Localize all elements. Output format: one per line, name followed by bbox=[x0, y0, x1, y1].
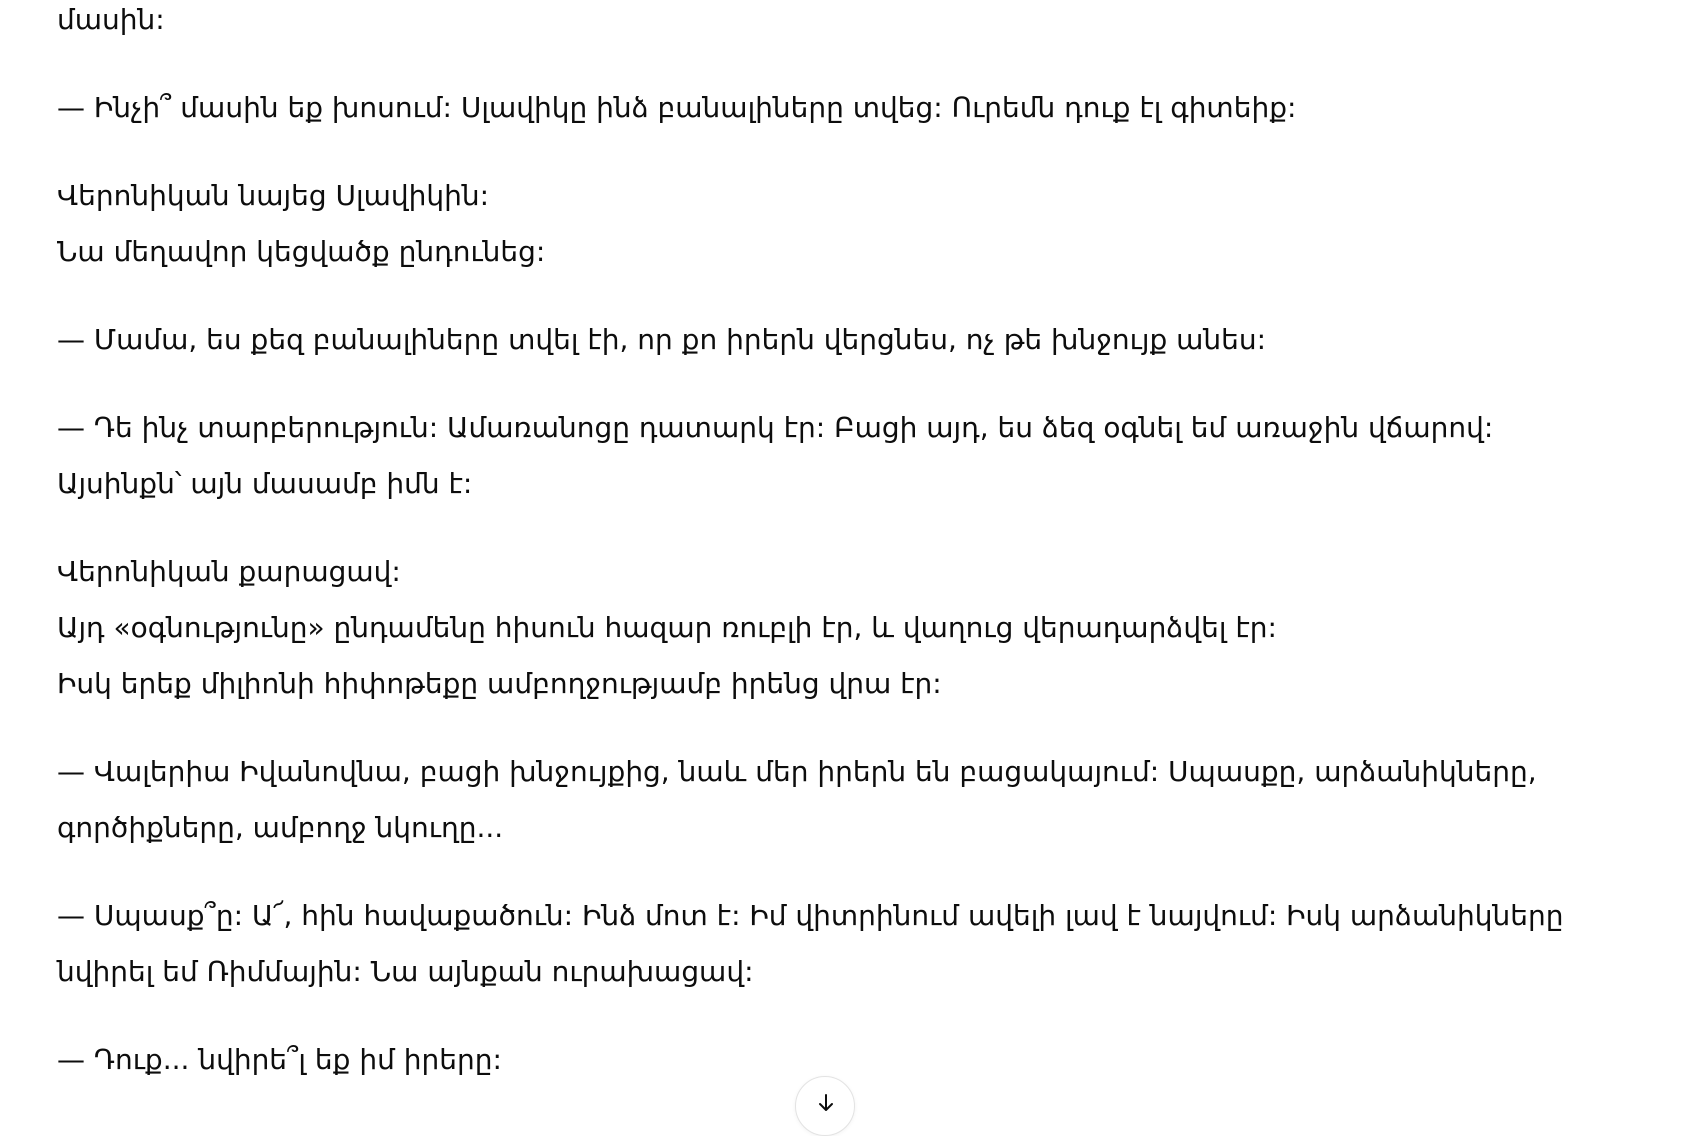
paragraph bbox=[57, 400, 1617, 512]
text-line: Վերոնիկան նայեց Սլավիկին: bbox=[57, 179, 490, 212]
text-line: Այդ «օգնությունը» ընդամենը հիսուն հազար ռուբլի էր, և վաղուց վերադարձվել էր: bbox=[57, 611, 1277, 644]
paragraph bbox=[57, 312, 1617, 368]
text-line: նվիրել եմ Ռիմմային: Նա այնքան ուրախացավ: bbox=[57, 955, 754, 988]
paragraph bbox=[57, 544, 1617, 712]
text-line: — Ինչի՞ մասին եք խոսում: Սլավիկը ինձ բանալիները տվեց: Ուրեմն դուք էլ գիտեիք: bbox=[57, 91, 1297, 124]
text-line: — Մամա, ես քեզ բանալիները տվել էի, որ քո իրերն վերցնես, ոչ թե խնջույք անես: bbox=[57, 323, 1267, 356]
text-line: — Դե ինչ տարբերություն: Ամառանոցը դատարկ էր: Բացի այդ, ես ձեզ օգնել եմ առաջին վճարով: bbox=[57, 411, 1494, 444]
text-line: — Սպասք՞ը: Ա՜, հին հավաքածուն: Ինձ մոտ է: Իմ վիտրինում ավելի լավ է նայվում: Իսկ արձանիկները bbox=[57, 899, 1564, 932]
text-line: Վերոնիկան քարացավ: bbox=[57, 555, 401, 588]
text-line: Իսկ երեք միլիոնի հիփոթեքը ամբողջությամբ իրենց վրա էր: bbox=[57, 667, 942, 700]
paragraph bbox=[57, 168, 1617, 280]
message-text bbox=[57, 0, 1617, 1120]
text-line: — Վալերիա Իվանովնա, բացի խնջույքից, նաև մեր իրերն են բացակայում: Սպասքը, արձանիկները, bbox=[57, 755, 1537, 788]
text-line: մասին: bbox=[57, 3, 165, 36]
text-line: Նա մեղավոր կեցվածք ընդունեց: bbox=[57, 235, 546, 268]
paragraph bbox=[57, 80, 1617, 136]
text-line: — Դուք... նվիրե՞լ եք իմ իրերը: bbox=[57, 1043, 502, 1076]
arrow-down-icon bbox=[814, 1091, 838, 1115]
text-line: Այսինքն՝ այն մասամբ իմն է: bbox=[57, 467, 473, 500]
paragraph bbox=[57, 0, 1617, 48]
paragraph bbox=[57, 888, 1617, 1000]
paragraph bbox=[57, 744, 1617, 856]
text-line: գործիքները, ամբողջ նկուղը... bbox=[57, 811, 504, 844]
scroll-to-bottom-button[interactable] bbox=[795, 1076, 855, 1136]
